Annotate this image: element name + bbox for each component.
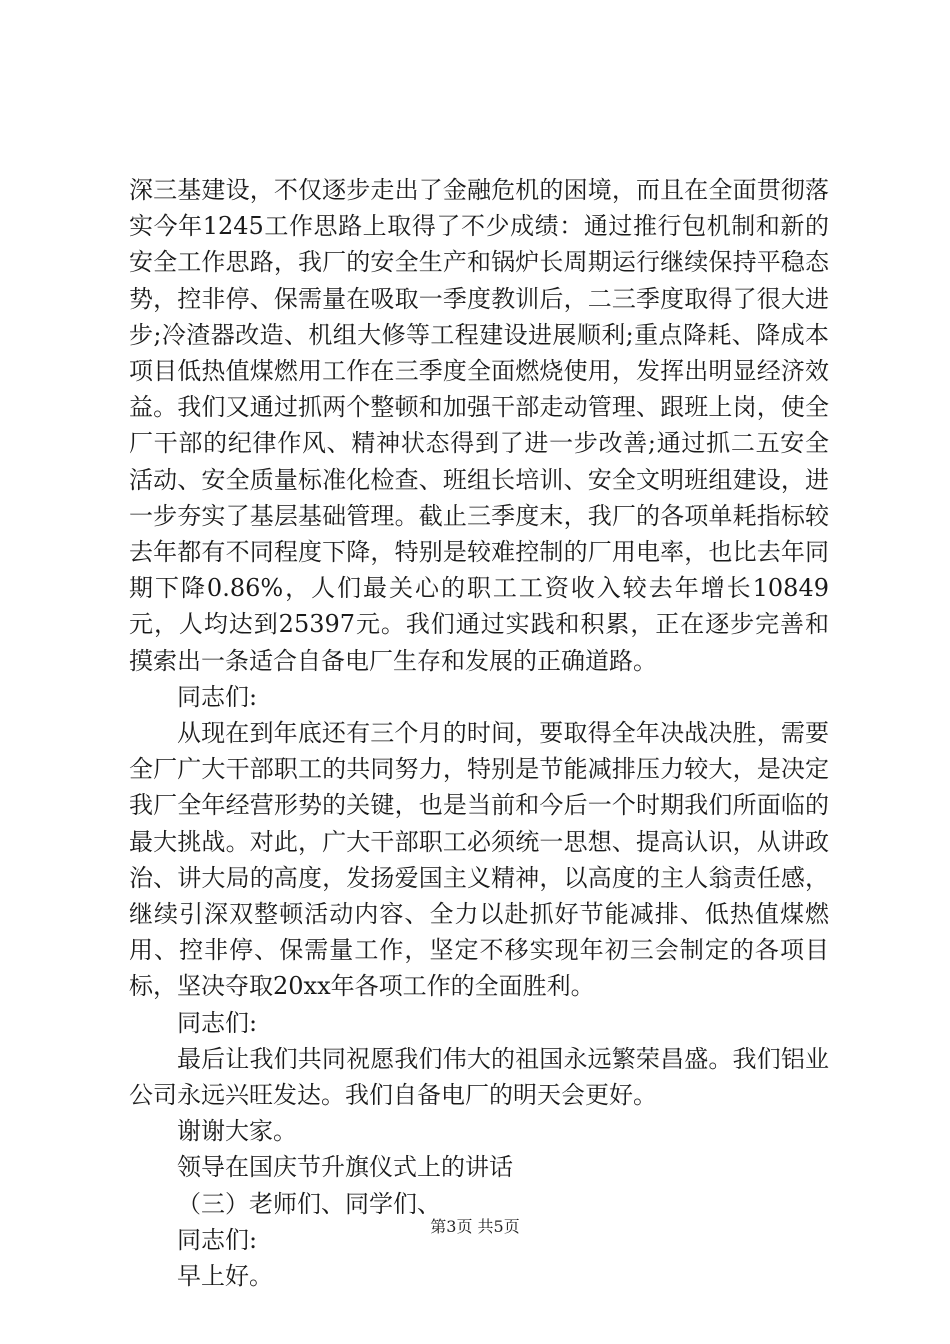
- page-number-footer: 第3页 共5页: [430, 1217, 520, 1236]
- closing-thanks: 谢谢大家。: [177, 1117, 297, 1146]
- body-paragraph-achievements: 深三基建设，不仅逐步走出了金融危机的困境，而且在全面贯彻落实今年1245工作思路上取得了不少成绩：通过推行包机制和新的安全工作思路，我厂的安全生产和锅炉长周期运行继续保持平稳态势，控非停、保需量在吸取一季度教训后，二三季度取得了很大进步;冷渣器改造、机组大修等工程建设进展顺利;重点降耗、降成本项目低热值煤燃用工作在三季度全面燃烧使用，发挥出明显经济效益。我们又通过抓两个整顿和加强干部走动管理、跟班上岗，使全厂干部的纪律作风、精神状态得到了进一步改善;通过抓二五安全活动、安全质量标准化检查、班组长培训、安全文明班组建设，进一步夯实了基层基础管理。截止三季度末，我厂的各项单耗指标较去年都有不同程度下降，特别是较难控制的厂用电率，也比去年同期下降0.86%，人们最关心的职工工资收入较去年增长10849元，人均达到25397元。我们通过实践和积累，正在逐步完善和摸索出一条适合自备电厂生存和发展的正确道路。: [129, 176, 829, 675]
- salutation-comrades: 同志们:: [177, 1225, 258, 1254]
- body-paragraph-challenges: 从现在到年底还有三个月的时间，要取得全年决战决胜，需要全厂广大干部职工的共同努力，特别是节能减排压力较大，是决定我厂全年经营形势的关键，也是当前和今后一个时期我们所面临的最大挑战。对此，广大干部职工必须统一思想、提高认识，从讲政治、讲大局的高度，发扬爱国主义精神，以高度的主人翁责任感，继续引深双整顿活动内容、全力以赴抓好节能减排、低热值煤燃用、控非停、保需量工作，坚定不移实现年初三会制定的各项目标，坚决夺取20xx年各项工作的全面胜利。: [129, 719, 829, 1001]
- salutation-comrades: 同志们:: [177, 1008, 258, 1037]
- document-body: [129, 172, 829, 1294]
- body-paragraph-wishes: 最后让我们共同祝愿我们伟大的祖国永远繁荣昌盛。我们铝业公司永远兴旺发达。我们自备电厂的明天会更好。: [129, 1044, 829, 1110]
- greeting-good-morning: 早上好。: [177, 1262, 273, 1291]
- section-heading: （三）老师们、同学们、: [177, 1189, 441, 1218]
- salutation-comrades: 同志们:: [177, 682, 258, 711]
- speech-title: 领导在国庆节升旗仪式上的讲话: [177, 1153, 513, 1182]
